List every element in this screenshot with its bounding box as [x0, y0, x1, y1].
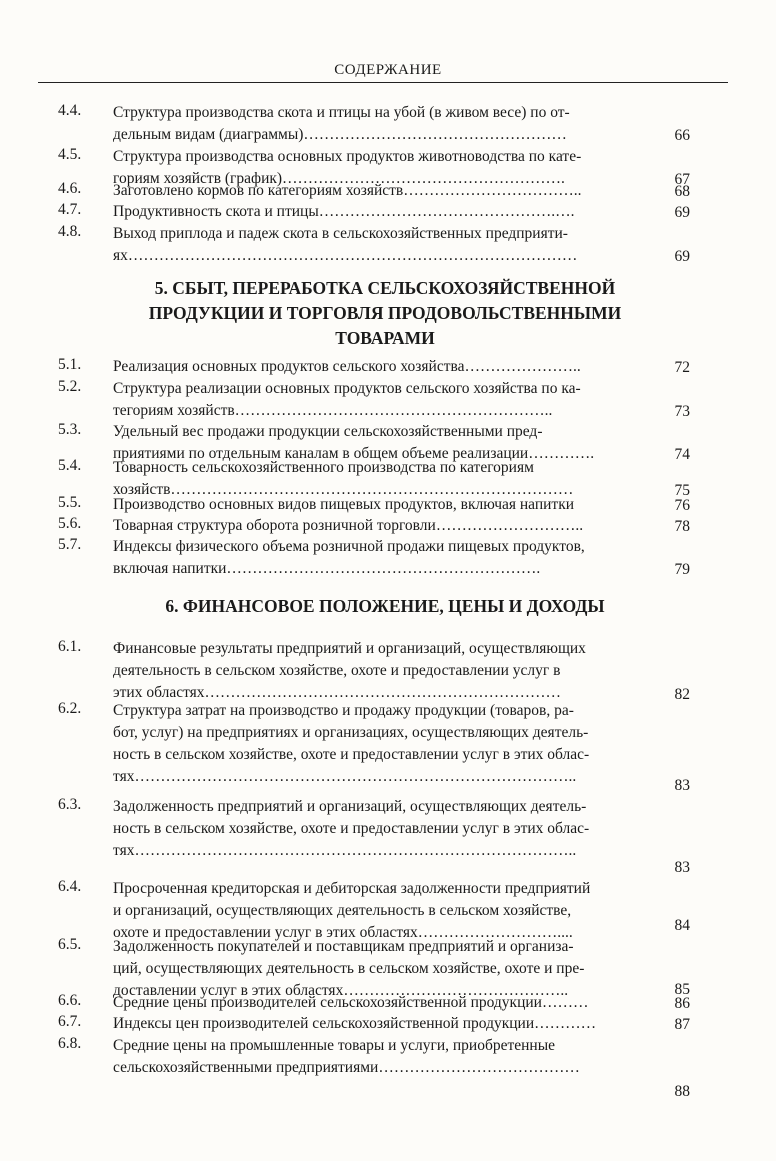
entry-page-number: 87: [674, 1016, 690, 1033]
section-title: [100, 594, 670, 619]
entry-title: [113, 1035, 643, 1079]
entry-title-line: хозяйств……………………………………………………………………: [113, 481, 574, 498]
entry-title-line: Финансовые результаты предприятий и организаций, осуществляющих: [113, 640, 586, 657]
entry-number: 6.5.: [58, 936, 82, 953]
entry-number: 6.3.: [58, 796, 82, 813]
entry-title-line: Реализация основных продуктов сельского хозяйства…………………..: [113, 358, 581, 375]
entry-number: 6.7.: [58, 1013, 82, 1030]
entry-title-line: Структура производства основных продуктов животноводства по кате-: [113, 148, 582, 165]
entry-number: 6.8.: [58, 1035, 82, 1052]
entry-title: [113, 180, 643, 202]
section-title-line: ТОВАРАМИ: [335, 328, 435, 348]
entry-title-line: Задолженность покупателей и поставщикам предприятий и организа-: [113, 938, 574, 955]
entry-page-number: 67: [674, 171, 690, 188]
entry-title: [113, 201, 643, 223]
entry-title: [113, 700, 643, 788]
entry-page-number: 88: [674, 1083, 690, 1100]
page-title: СОДЕРЖАНИЕ: [334, 62, 442, 78]
entry-title-line: ций, осуществляющих деятельность в сельском хозяйстве, охоте и пре-: [113, 960, 585, 977]
entry-number: 5.4.: [58, 457, 82, 474]
entry-title-line: ность в сельском хозяйстве, охоте и предоставлении услуг в этих облас-: [113, 820, 590, 837]
entry-title: [113, 223, 643, 267]
entry-title-line: Средние цены на промышленные товары и услуги, приобретенные: [113, 1037, 556, 1054]
entry-number: 4.8.: [58, 223, 82, 240]
entry-page-number: 84: [674, 917, 690, 934]
entry-page-number: 76: [674, 497, 690, 514]
entry-number: 4.7.: [58, 201, 82, 218]
entry-title: [113, 992, 643, 1014]
entry-number: 6.4.: [58, 878, 82, 895]
entry-page-number: 83: [674, 777, 690, 794]
entry-title-line: включая напитки…………………………………………………….: [113, 560, 541, 577]
entry-number: 5.2.: [58, 378, 82, 395]
entry-title-line: ность в сельском хозяйстве, охоте и предоставлении услуг в этих облас-: [113, 746, 590, 763]
section-title-line: ПРОДУКЦИИ И ТОРГОВЛЯ ПРОДОВОЛЬСТВЕННЫМИ: [148, 303, 622, 323]
entry-title: [113, 515, 643, 537]
entry-number: 5.5.: [58, 494, 82, 511]
entry-page-number: 83: [674, 859, 690, 876]
entry-title-line: тях…………………………………………………………………………..: [113, 768, 577, 785]
entry-page-number: 69: [674, 248, 690, 265]
entry-page-number: 75: [674, 482, 690, 499]
entry-title-line: бот, услуг) на предприятиях и организациях, осуществляющих деятель-: [113, 724, 589, 741]
entry-number: 4.4.: [58, 102, 82, 119]
entry-number: 4.6.: [58, 180, 82, 197]
entry-title-line: Индексы цен производителей сельскохозяйственной продукции…………: [113, 1015, 597, 1032]
entry-page-number: 79: [674, 561, 690, 578]
entry-number: 6.6.: [58, 992, 82, 1009]
entry-title: [113, 796, 643, 862]
entry-number: 4.5.: [58, 146, 82, 163]
entry-title-line: охоте и предоставлении услуг в этих областях………………………....: [113, 924, 573, 941]
entry-title: [113, 536, 643, 580]
entry-title-line: Товарная структура оборота розничной торговли………………………..: [113, 517, 584, 534]
entry-title: [113, 638, 643, 704]
entry-title: [113, 102, 643, 146]
entry-title-line: Средние цены производителей сельскохозяйственной продукции………: [113, 994, 589, 1011]
entry-number: 5.6.: [58, 515, 82, 532]
entry-page-number: 86: [674, 995, 690, 1012]
section-title-line: 6. ФИНАНСОВОЕ ПОЛОЖЕНИЕ, ЦЕНЫ И ДОХОДЫ: [165, 596, 605, 616]
entry-title-line: Заготовлено кормов по категориям хозяйств……………………………..: [113, 182, 582, 199]
entry-title-line: приятиями по отдельным каналам в общем объеме реализации………….: [113, 445, 595, 462]
entry-page-number: 73: [674, 403, 690, 420]
entry-title-line: Просроченная кредиторская и дебиторская задолженности предприятий: [113, 880, 591, 897]
entry-title-line: Структура производства скота и птицы на убой (в живом весе) по от-: [113, 104, 570, 121]
entry-title-line: дельным видам (диаграммы)……………………………………………: [113, 126, 567, 143]
entry-title-line: Индексы физического объема розничной продажи пищевых продуктов,: [113, 538, 585, 555]
entry-page-number: 66: [674, 127, 690, 144]
entry-title-line: тях…………………………………………………………………………..: [113, 842, 577, 859]
entry-number: 5.7.: [58, 536, 82, 553]
entry-title-line: этих областях……………………………………………………………: [113, 684, 562, 701]
entry-title-line: гориям хозяйств (график)……………………………………………….: [113, 170, 565, 187]
entry-page-number: 74: [674, 446, 690, 463]
entry-title-line: тегориям хозяйств……………………………………………………..: [113, 402, 553, 419]
entry-title-line: Задолженность предприятий и организаций, осуществляющих деятель-: [113, 798, 587, 815]
entry-page-number: 78: [674, 518, 690, 535]
entry-title: [113, 356, 643, 378]
entry-title-line: Продуктивность скота и птицы……………………………………….….: [113, 203, 575, 220]
entry-title: [113, 878, 643, 944]
header-rule: [38, 82, 728, 83]
section-title-line: 5. СБЫТ, ПЕРЕРАБОТКА СЕЛЬСКОХОЗЯЙСТВЕННОЙ: [154, 278, 616, 298]
entry-page-number: 72: [674, 359, 690, 376]
entry-title-line: и организаций, осуществляющих деятельность в сельском хозяйстве,: [113, 902, 572, 919]
entry-title: [113, 494, 643, 516]
section-title: [100, 276, 670, 351]
entry-number: 6.2.: [58, 700, 82, 717]
entry-number: 5.1.: [58, 356, 82, 373]
entry-page-number: 85: [674, 981, 690, 998]
entry-title-line: Товарность сельскохозяйственного производства по категориям: [113, 459, 534, 476]
entry-title-line: Структура реализации основных продуктов сельского хозяйства по ка-: [113, 380, 581, 397]
entry-title-line: деятельность в сельском хозяйстве, охоте и предоставлении услуг в: [113, 662, 561, 679]
entry-title-line: Производство основных видов пищевых продуктов, включая напитки: [113, 496, 575, 513]
entry-title: [113, 378, 643, 422]
entry-page-number: 69: [674, 204, 690, 221]
entry-page-number: 68: [674, 183, 690, 200]
entry-number: 6.1.: [58, 638, 82, 655]
entry-page-number: 82: [674, 686, 690, 703]
entry-number: 5.3.: [58, 421, 82, 438]
entry-title-line: Выход приплода и падеж скота в сельскохозяйственных предприяти-: [113, 225, 568, 242]
entry-title-line: доставлении услуг в этих областях……………………………………..: [113, 982, 569, 999]
entry-title-line: ях……………………………………………………………………………: [113, 247, 578, 264]
entry-title: [113, 1013, 643, 1035]
entry-title-line: Удельный вес продажи продукции сельскохозяйственными пред-: [113, 423, 543, 440]
entry-title-line: Структура затрат на производство и продажу продукции (товаров, ра-: [113, 702, 574, 719]
entry-title-line: сельскохозяйственными предприятиями…………………………………: [113, 1059, 580, 1076]
